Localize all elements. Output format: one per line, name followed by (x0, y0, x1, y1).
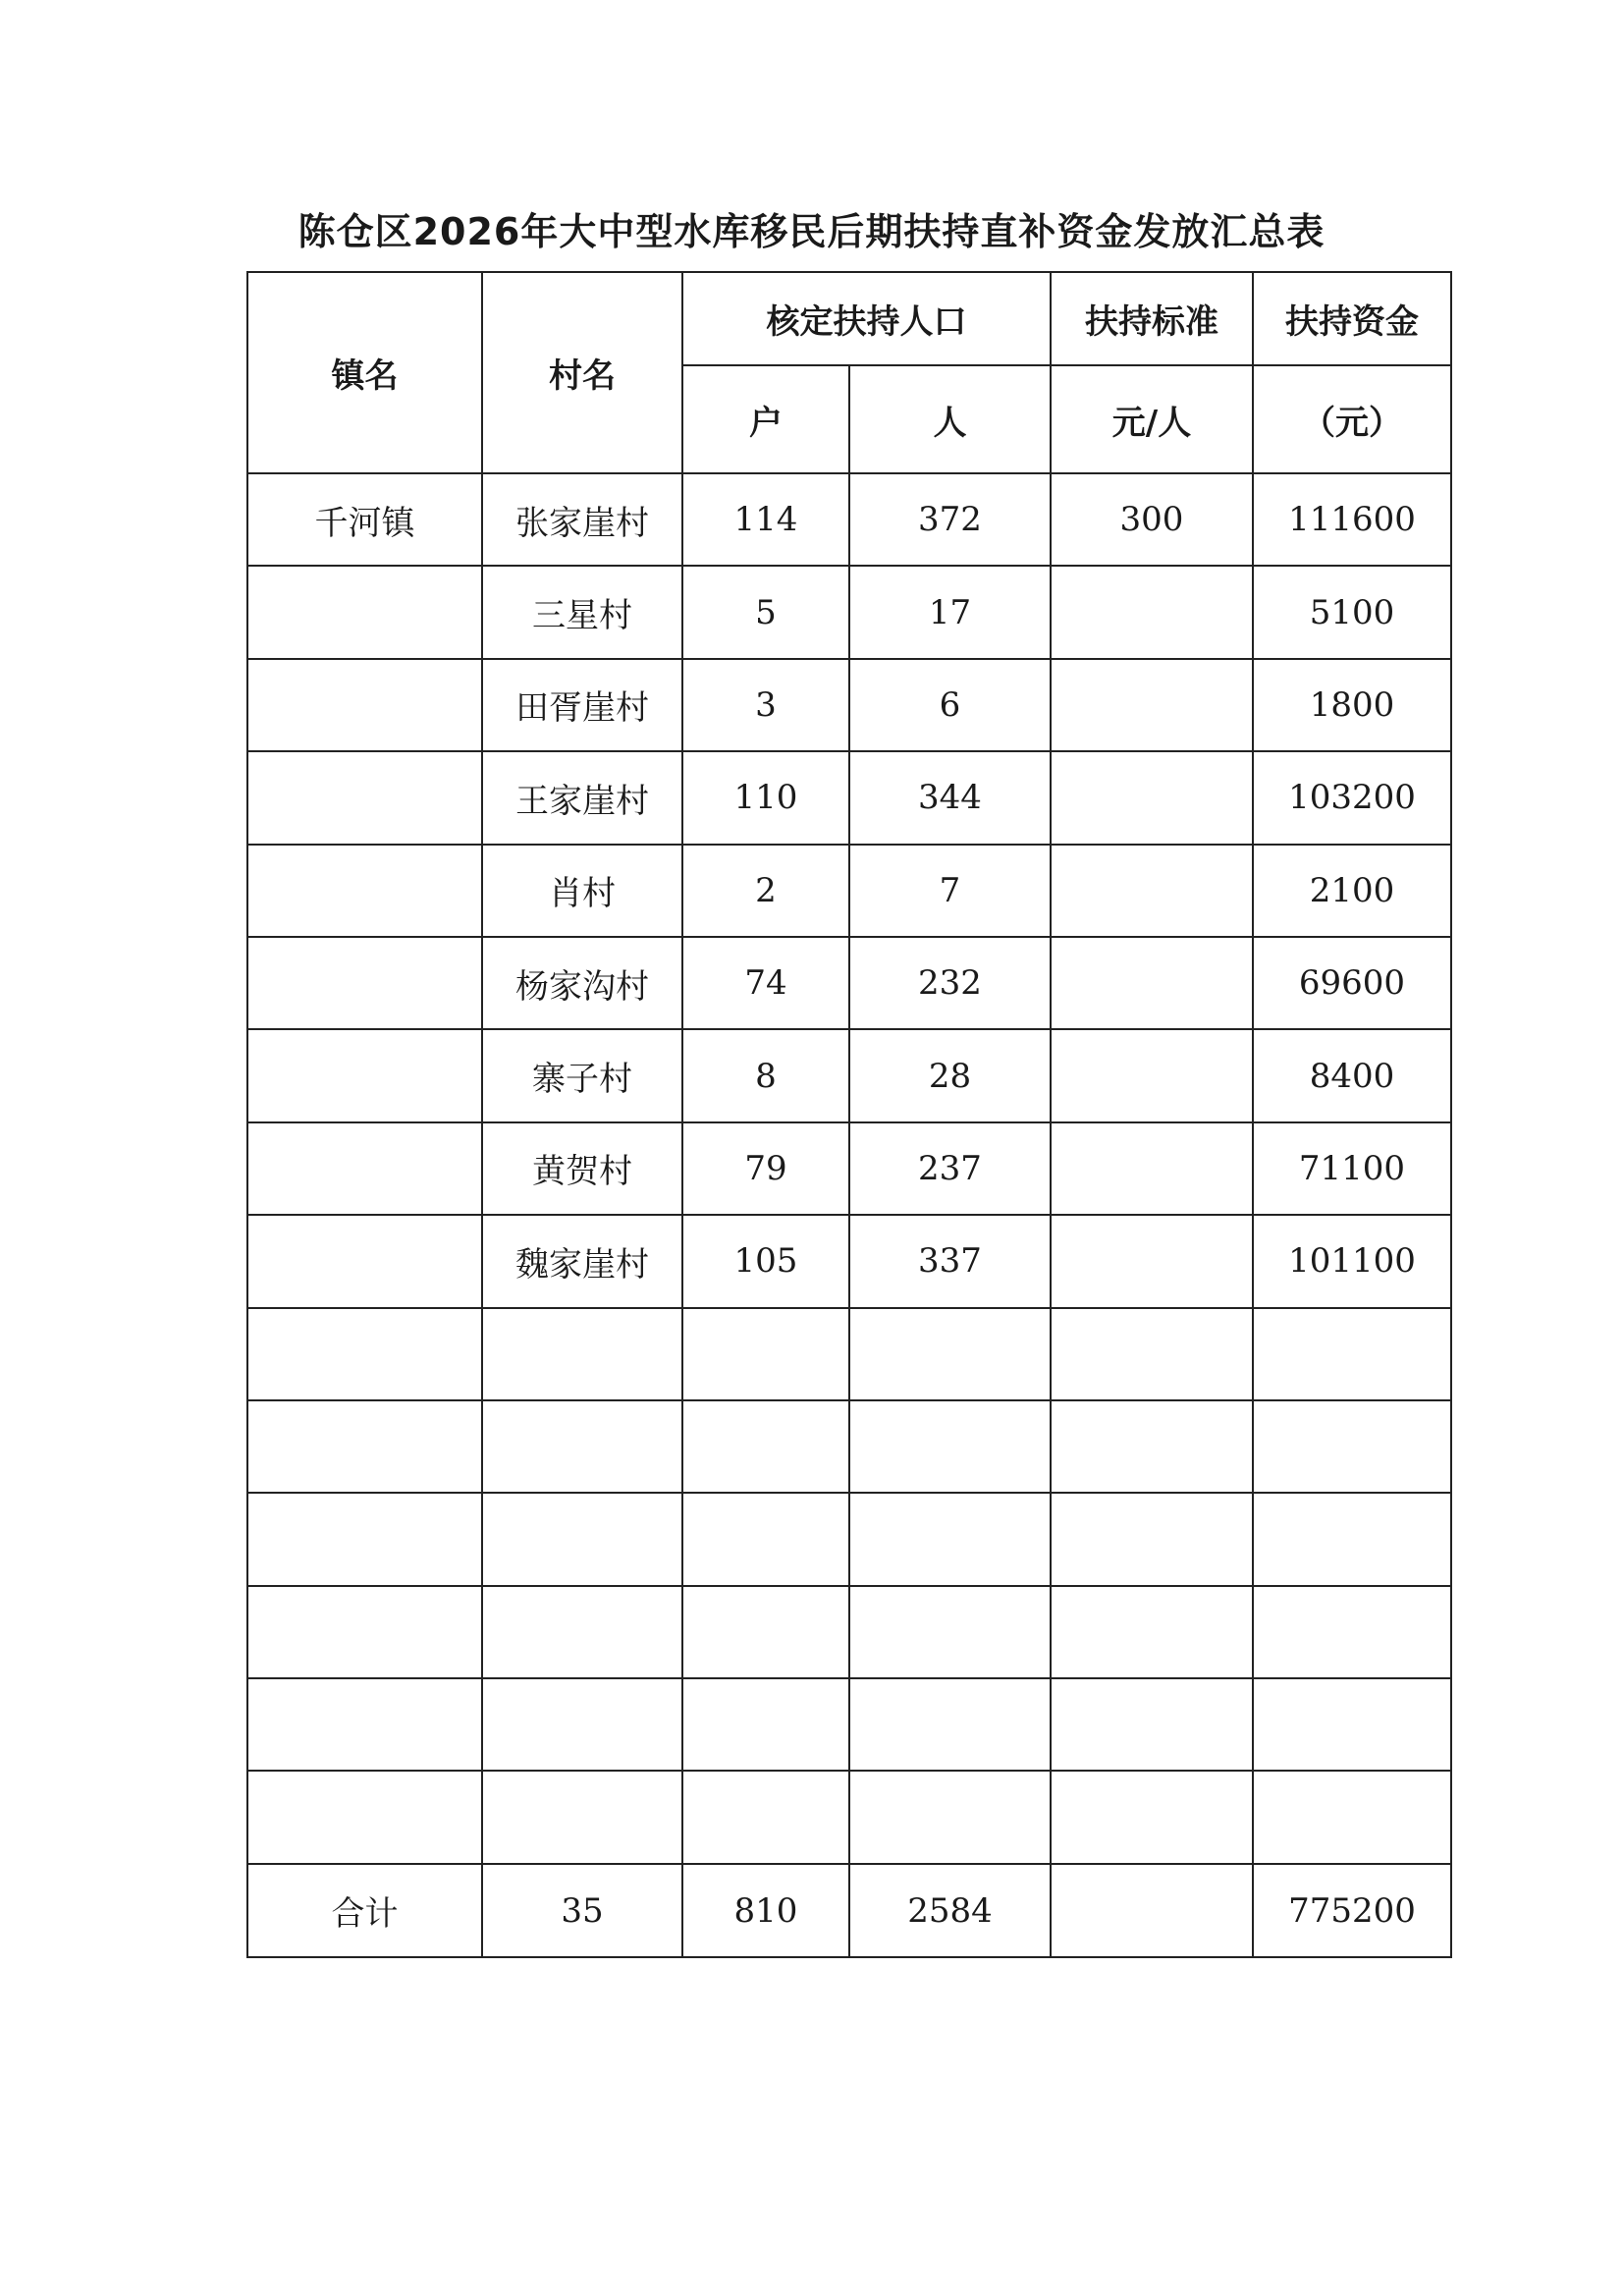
cell-households: 3 (682, 659, 849, 751)
cell-village (482, 1586, 682, 1678)
cell-funds: 5100 (1253, 566, 1451, 658)
cell-persons: 337 (849, 1215, 1051, 1307)
header-population: 核定扶持人口 (682, 272, 1051, 365)
cell-persons: 344 (849, 751, 1051, 844)
cell-standard (1051, 845, 1253, 937)
cell-households (682, 1308, 849, 1400)
cell-persons (849, 1493, 1051, 1585)
cell-town (247, 1771, 482, 1864)
header-funds-unit: （元） (1253, 365, 1451, 473)
table-row (247, 1122, 1451, 1215)
cell-standard (1051, 1678, 1253, 1771)
cell-funds: 1800 (1253, 659, 1451, 751)
cell-households: 5 (682, 566, 849, 658)
cell-persons (849, 1586, 1051, 1678)
cell-households: 105 (682, 1215, 849, 1307)
cell-standard (1051, 1400, 1253, 1493)
cell-standard (1051, 1029, 1253, 1121)
cell-funds (1253, 1400, 1451, 1493)
total-households: 810 (682, 1864, 849, 1957)
total-funds: 775200 (1253, 1864, 1451, 1957)
cell-standard (1051, 1122, 1253, 1215)
page-title: 陈仓区2026年大中型水库移民后期扶持直补资金发放汇总表 (298, 210, 1325, 253)
total-row (247, 1864, 1451, 1957)
cell-funds (1253, 1308, 1451, 1400)
header-households: 户 (682, 365, 849, 473)
cell-town (247, 1586, 482, 1678)
cell-village: 寨子村 (482, 1029, 682, 1121)
cell-households (682, 1678, 849, 1771)
cell-persons (849, 1771, 1051, 1864)
cell-standard (1051, 1771, 1253, 1864)
cell-funds: 111600 (1253, 473, 1451, 566)
cell-standard: 300 (1051, 473, 1253, 566)
cell-households (682, 1400, 849, 1493)
cell-village: 王家崖村 (482, 751, 682, 844)
cell-village (482, 1493, 682, 1585)
cell-households: 8 (682, 1029, 849, 1121)
cell-persons (849, 1678, 1051, 1771)
cell-village (482, 1400, 682, 1493)
cell-village: 黄贺村 (482, 1122, 682, 1215)
total-villages: 35 (482, 1864, 682, 1957)
cell-town (247, 1400, 482, 1493)
cell-funds: 8400 (1253, 1029, 1451, 1121)
cell-standard (1051, 659, 1253, 751)
header-town: 镇名 (247, 272, 482, 473)
cell-village: 田胥崖村 (482, 659, 682, 751)
header-standard: 扶持标准 (1051, 272, 1253, 365)
cell-persons: 6 (849, 659, 1051, 751)
cell-village: 魏家崖村 (482, 1215, 682, 1307)
cell-village (482, 1678, 682, 1771)
table-row (247, 1215, 1451, 1307)
cell-persons: 372 (849, 473, 1051, 566)
cell-funds: 103200 (1253, 751, 1451, 844)
cell-funds (1253, 1493, 1451, 1585)
cell-funds: 2100 (1253, 845, 1451, 937)
cell-funds: 71100 (1253, 1122, 1451, 1215)
cell-households (682, 1586, 849, 1678)
cell-village: 三星村 (482, 566, 682, 658)
cell-village: 张家崖村 (482, 473, 682, 566)
cell-funds: 69600 (1253, 937, 1451, 1029)
cell-households: 110 (682, 751, 849, 844)
summary-table (246, 271, 1452, 1958)
total-standard (1051, 1864, 1253, 1957)
cell-funds (1253, 1771, 1451, 1864)
cell-town: 千河镇 (247, 473, 482, 566)
cell-standard (1051, 1493, 1253, 1585)
table-row (247, 937, 1451, 1029)
table-row (247, 1771, 1451, 1864)
table-row (247, 473, 1451, 566)
table-row (247, 566, 1451, 658)
cell-households: 74 (682, 937, 849, 1029)
cell-town (247, 1122, 482, 1215)
cell-persons (849, 1400, 1051, 1493)
cell-standard (1051, 1586, 1253, 1678)
cell-funds (1253, 1586, 1451, 1678)
table-row (247, 1308, 1451, 1400)
cell-persons: 28 (849, 1029, 1051, 1121)
cell-households: 79 (682, 1122, 849, 1215)
cell-standard (1051, 1308, 1253, 1400)
header-village: 村名 (482, 272, 682, 473)
table-row (247, 751, 1451, 844)
total-persons: 2584 (849, 1864, 1051, 1957)
cell-town (247, 1215, 482, 1307)
cell-town (247, 1678, 482, 1771)
table-row (247, 1493, 1451, 1585)
cell-persons: 17 (849, 566, 1051, 658)
cell-town (247, 1493, 482, 1585)
total-label: 合计 (247, 1864, 482, 1957)
cell-persons: 7 (849, 845, 1051, 937)
table-row (247, 1586, 1451, 1678)
cell-town (247, 751, 482, 844)
cell-town (247, 1308, 482, 1400)
table-row (247, 1029, 1451, 1121)
cell-funds: 101100 (1253, 1215, 1451, 1307)
cell-town (247, 566, 482, 658)
cell-standard (1051, 751, 1253, 844)
cell-village: 杨家沟村 (482, 937, 682, 1029)
cell-standard (1051, 937, 1253, 1029)
table-row (247, 1400, 1451, 1493)
cell-persons: 232 (849, 937, 1051, 1029)
table-row (247, 1678, 1451, 1771)
cell-households (682, 1771, 849, 1864)
header-row-1 (247, 272, 1451, 365)
table-row (247, 659, 1451, 751)
table-row (247, 845, 1451, 937)
cell-persons: 237 (849, 1122, 1051, 1215)
cell-town (247, 845, 482, 937)
cell-funds (1253, 1678, 1451, 1771)
cell-households: 114 (682, 473, 849, 566)
cell-standard (1051, 566, 1253, 658)
cell-village (482, 1771, 682, 1864)
cell-persons (849, 1308, 1051, 1400)
header-standard-unit: 元/人 (1051, 365, 1253, 473)
header-persons: 人 (849, 365, 1051, 473)
cell-village: 肖村 (482, 845, 682, 937)
cell-town (247, 937, 482, 1029)
cell-town (247, 1029, 482, 1121)
table-body (247, 473, 1451, 1864)
cell-village (482, 1308, 682, 1400)
header-funds: 扶持资金 (1253, 272, 1451, 365)
cell-households (682, 1493, 849, 1585)
cell-town (247, 659, 482, 751)
cell-households: 2 (682, 845, 849, 937)
cell-standard (1051, 1215, 1253, 1307)
